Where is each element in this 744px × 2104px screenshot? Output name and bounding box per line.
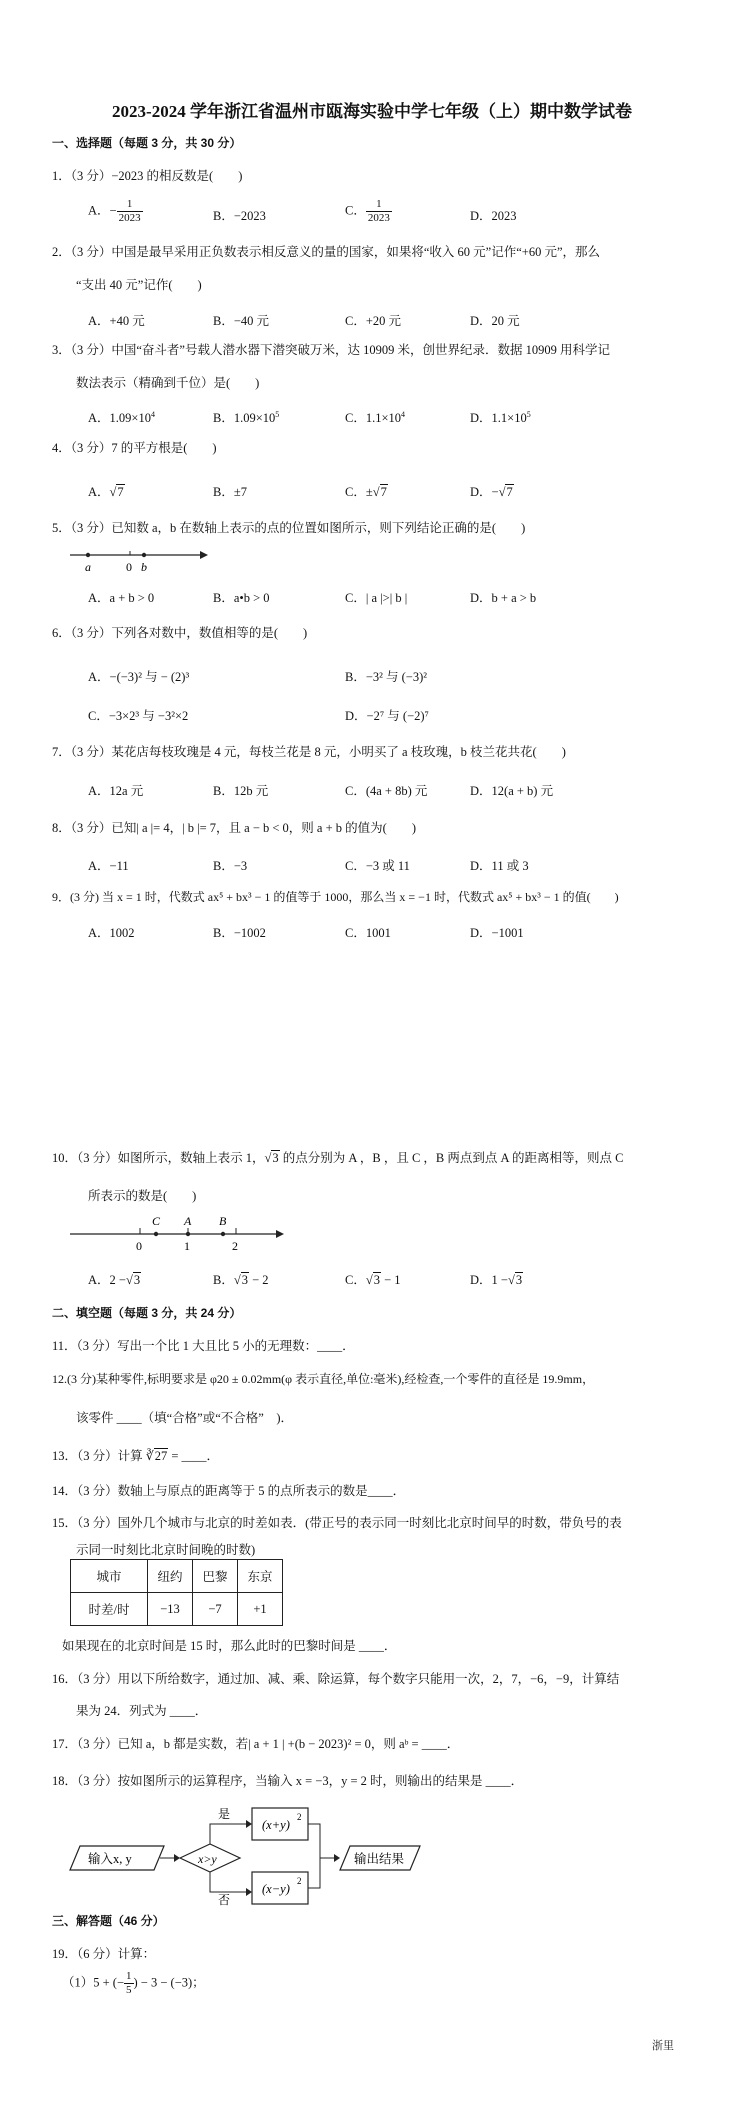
arrow-head (246, 1820, 252, 1828)
arrow-head (246, 1888, 252, 1896)
q10-option-d: D．1 −√3 (470, 1273, 523, 1287)
output-label: 输出结果 (354, 1852, 405, 1866)
question-16-line-1: 16．（3 分）用以下所给数字，通过加、减、乘、除运算，每个数字只能用一次，2，7，−6，−9，计算结 (52, 1672, 620, 1686)
table-cell: −7 (193, 1593, 238, 1626)
q2-option-c: C．+20 元 (345, 314, 402, 328)
point-b (221, 1232, 225, 1236)
arrow-head (200, 551, 208, 559)
sum-square-label: (x+y) (262, 1818, 290, 1832)
q3-option-b: B．$1.09\times 10^5$ (213, 409, 280, 425)
question-9: 9．(3 分) 当 x = 1 时，代数式 ax⁵ + bx³ − 1 的值等于 1000，那么当 x = −1 时，代数式 ax⁵ + bx³ − 1 的值( ) (52, 890, 619, 904)
q6-option-d: D．−2⁷ 与 (−2)⁷ (345, 709, 429, 723)
question-1: 1．（3 分）−2023 的相反数是( ) (52, 169, 243, 183)
table-cell: −13 (148, 1593, 193, 1626)
merge-line-bottom (308, 1858, 320, 1888)
q1-option-b: B．−2023 (213, 209, 266, 223)
q4-option-d: D．−√7 (470, 485, 513, 499)
q8-option-b: B．−3 (213, 859, 248, 873)
q3-option-d: D．$1.1\times 10^5$ (470, 409, 531, 425)
q2-option-a: A．+40 元 (88, 314, 145, 328)
question-7: 7．（3 分）某花店每枝玫瑰是 4 元，每枝兰花是 8 元，小明买了 a 枝玫瑰，b 枝兰花共花( ) (52, 745, 566, 759)
input-label: 输入x, y (88, 1852, 132, 1866)
table-cell: +1 (238, 1593, 283, 1626)
q7-option-c: C．(4a + 8b) 元 (345, 784, 428, 798)
label-a: A (184, 1214, 192, 1228)
q1-option-d: D．2023 (470, 209, 517, 223)
q7-option-b: B．12b 元 (213, 784, 269, 798)
point-a (86, 553, 90, 557)
q10-option-c: C．√3 − 1 (345, 1273, 401, 1287)
question-10-line-2: 所表示的数是( ) (88, 1189, 197, 1203)
q18-flowchart (68, 1796, 428, 1906)
q10-option-b: B．√3 − 2 (213, 1273, 269, 1287)
q4-option-b: B．±7 (213, 485, 247, 499)
question-15-line-2: 示同一时刻比北京时间晚的时数) (76, 1543, 256, 1557)
label-c: C (152, 1214, 161, 1228)
q6-option-b: B．−3² 与 (−3)² (345, 670, 428, 684)
arrow-head (334, 1854, 340, 1862)
merge-line-top (308, 1824, 334, 1858)
section-heading-answer: 三、解答题（46 分） (52, 1914, 165, 1928)
question-18: 18．（3 分）按如图所示的运算程序，当输入 x = −3，y = 2 时，则输出的结果是 ____． (52, 1774, 524, 1788)
table-header-cell: 巴黎 (193, 1560, 238, 1593)
q1-option-c: C． $\frac{1}{2023}$ (345, 198, 390, 224)
q8-option-c: C．−3 或 11 (345, 859, 410, 873)
condition-label: x>y (198, 1852, 217, 1866)
label-b: b (141, 560, 147, 574)
q5-option-d: D．b + a > b (470, 591, 537, 605)
question-19: 19．（6 分）计算： (52, 1947, 156, 1961)
no-branch-line (210, 1872, 246, 1892)
q10-option-a: A．2 −√3 (88, 1273, 141, 1287)
q9-option-d: D．−1001 (470, 926, 524, 940)
q10-number-line (68, 1214, 288, 1256)
question-8: 8．（3 分）已知| a |= 4，| b |= 7，且 a − b < 0，则 a + b 的值为( ) (52, 821, 416, 835)
table-row (71, 1560, 283, 1593)
table-header-cell: 城市 (71, 1560, 148, 1593)
table-row (71, 1593, 283, 1626)
footer-watermark: 浙里 (652, 2040, 674, 2052)
question-4: 4．（3 分）7 的平方根是( ) (52, 441, 217, 455)
question-11: 11．（3 分）写出一个比 1 大且比 5 小的无理数：____． (52, 1339, 355, 1353)
q8-option-a: A．−11 (88, 859, 129, 873)
q9-option-c: C．1001 (345, 926, 391, 940)
table-header-cell: 纽约 (148, 1560, 193, 1593)
question-2-line-2: “支出 40 元”记作( ) (76, 278, 202, 292)
point-b (142, 553, 146, 557)
q5-option-b: B．a•b > 0 (213, 591, 270, 605)
question-15-line-1: 15．（3 分）国外几个城市与北京的时差如表．(带正号的表示同一时刻比北京时间早的时数，带负号的表 (52, 1516, 622, 1530)
question-12-line-1: 12.(3 分)某种零件,标明要求是 φ20 ± 0.02mm(φ 表示直径,单位:毫米),经检查,一个零件的直径是 19.9mm， (52, 1372, 595, 1386)
label-a: a (85, 560, 91, 574)
tick-label-2: 2 (232, 1239, 238, 1253)
sum-square-exponent: 2 (297, 1812, 302, 1822)
question-5: 5．（3 分）已知数 a，b 在数轴上表示的点的位置如图所示，则下列结论正确的是( ) (52, 521, 526, 535)
question-16-line-2: 果为 24．列式为 ____． (76, 1704, 208, 1718)
table-cell: 时差/时 (71, 1593, 148, 1626)
question-2-line-1: 2．（3 分）中国是最早采用正负数表示相反意义的量的国家，如果将“收入 60 元”记作“+60 元”，那么 (52, 245, 600, 259)
difference-square-exponent: 2 (297, 1876, 302, 1886)
no-label: 否 (218, 1893, 231, 1906)
section-heading-choice: 一、选择题（每题 3 分，共 30 分） (52, 136, 242, 150)
q7-option-d: D．12(a + b) 元 (470, 784, 554, 798)
tick-label-0: 0 (136, 1239, 142, 1253)
section-heading-fill: 二、填空题（每题 3 分，共 24 分） (52, 1306, 242, 1320)
label-b: B (219, 1214, 227, 1228)
q9-option-b: B．−1002 (213, 926, 266, 940)
q5-number-line (68, 546, 208, 574)
q6-option-c: C．−3×2³ 与 −3²×2 (88, 709, 189, 723)
point-c (154, 1232, 158, 1236)
page-title: 2023-2024 学年浙江省温州市瓯海实验中学七年级（上）期中数学试卷 (112, 102, 632, 121)
q9-option-a: A．1002 (88, 926, 135, 940)
time-difference-table (70, 1559, 283, 1626)
q5-option-c: C．| a |>| b | (345, 591, 408, 605)
point-a (186, 1232, 190, 1236)
table-header-cell: 东京 (238, 1560, 283, 1593)
question-12-line-2: 该零件 ____（填“合格”或“不合格” )． (76, 1411, 293, 1425)
q5-option-a: A．a + b > 0 (88, 591, 155, 605)
label-zero: 0 (126, 560, 132, 574)
q3-option-a: A．$1.09\times 10^4$ (88, 409, 155, 425)
question-3-line-2: 数法表示（精确到千位）是( ) (76, 376, 260, 390)
q1-option-a: A．− $\frac{1}{2023}$ (88, 198, 141, 224)
question-14: 14．（3 分）数轴上与原点的距离等于 5 的点所表示的数是____． (52, 1484, 406, 1498)
yes-branch-line (210, 1824, 246, 1844)
tick-label-1: 1 (184, 1239, 190, 1253)
question-17: 17．（3 分）已知 a，b 都是实数，若| a + 1 | +(b − 2023)² = 0，则 aᵇ = ____． (52, 1737, 460, 1751)
question-13: 13．（3 分）计算 ∛27 = ____． (52, 1449, 220, 1463)
q7-option-a: A．12a 元 (88, 784, 144, 798)
question-15-follow-up: 如果现在的北京时间是 15 时，那么此时的巴黎时间是 ____． (62, 1639, 397, 1653)
arrow-head (276, 1230, 284, 1238)
q2-option-d: D．20 元 (470, 314, 520, 328)
q4-option-c: C．±√7 (345, 485, 387, 499)
q2-option-b: B．−40 元 (213, 314, 270, 328)
q3-option-c: C．$1.1\times 10^4$ (345, 409, 406, 425)
question-10-line-1: 10．（3 分）如图所示，数轴上表示 1，√3 的点分别为 A ，B ，且 C ，B 两点到点 A 的距离相等，则点 C (52, 1151, 624, 1165)
difference-square-label: (x−y) (262, 1882, 290, 1896)
question-19-part-1: （1）5 + (− $\frac{1}{5}$ ) − 3 − (−3)； (62, 1970, 205, 1996)
q8-option-d: D．11 或 3 (470, 859, 529, 873)
yes-label: 是 (218, 1807, 231, 1821)
question-6: 6．（3 分）下列各对数中，数值相等的是( ) (52, 626, 308, 640)
question-3-line-1: 3．（3 分）中国“奋斗者”号载人潜水器下潜突破万米，达 10909 米，创世界纪录．数据 10909 用科学记 (52, 343, 610, 357)
q6-option-a: A．−(−3)² 与 − (2)³ (88, 670, 190, 684)
q4-option-a: A．√7 (88, 485, 124, 499)
